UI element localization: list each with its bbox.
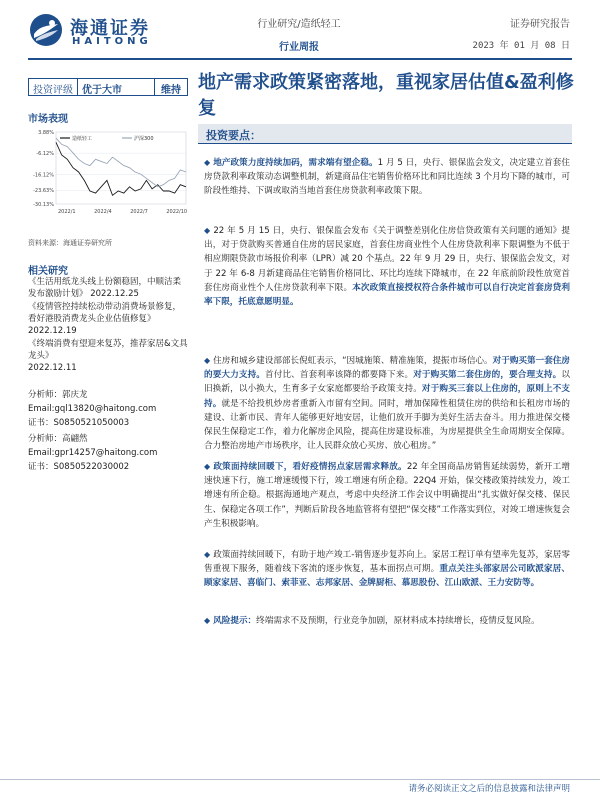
paragraph-tail: 本次政策直接授权符合条件城市可以自行决定首套房贷利率下限，托底意愿明显。 [204,282,570,308]
analyst-name: 分析师：郭庆龙 [28,390,88,400]
key-point-paragraph [204,354,570,453]
x-tick-label: 2022/7 [130,209,148,215]
paragraph-lead: 风险提示： [213,616,257,626]
key-point-paragraph [204,548,570,591]
y-tick-label: -16.12% [33,172,54,179]
report-header [0,0,600,62]
paragraph-body: 政策面持续回暖下，有助于地产竣工-销售逐步复苏向上。家居工程订单有望率先复苏，家居零售重视下服务，随着线下客流的逐步恢复，基本面拐点可期。 [204,550,570,575]
rating-value: 优于大市 [78,79,155,95]
report-series: 证券研究报告 [510,19,570,30]
key-points-header [198,124,572,144]
key-point-paragraph [204,156,570,199]
analyst-card [28,388,156,430]
bullet-icon: ◆ [204,550,211,559]
paragraph-body: 以旧换新，以小换大，生育多子女家庭都要给予政策支持。 [204,370,570,395]
y-tick-label: -6.12% [36,151,54,158]
series-line [56,138,186,187]
analyst-name: 分析师：高翩然 [28,434,88,444]
report-title: 地产需求政策紧密落地，重视家居估值&盈利修复 [198,72,574,119]
x-tick-label: 2022/1 [58,209,76,215]
paragraph-highlight: 对于购买第一套住房的要大力支持。 [204,356,570,381]
paragraph-tail: 重点关注头部家居公司欧派家居、顾家家居、喜临门、索菲亚、志邦家居、金牌厨柜、慕思股份、江山欧派、王力安防等。 [204,564,570,589]
key-points-heading: 投资要点： [206,129,261,142]
analyst-email[interactable]: Email:gpr14257@haitong.com [28,448,158,458]
rating-label: 投资评级 [29,79,78,95]
paragraph-body: 1 月 5 日，央行、银保监会发文，决定建立首套住房贷款利率政策动态调整机制，新建商品住宅销售价格环比和同比连续 3 个月均下降的城市，可阶段性维持、下调或取消当地首套住房贷款利率政策下限。 [204,158,570,197]
y-tick-label: 3.88% [38,130,54,136]
related-item[interactable] [28,276,188,300]
plot-area [56,132,186,204]
analyst-cert: 证书：S0850521050003 [28,418,130,428]
paragraph-body: 首付比、首套利率该降的都要降下来。 [265,370,414,381]
paragraph-body: 终端需求不及预期，行业竞争加剧，原材料成本持续增长，疫情反复风险。 [256,616,540,626]
related-item-title: 《生活用纸龙头线上份额稳固，中顺洁柔发布激励计划》 [28,277,182,299]
chart-source: 资料来源：海通证券研究所 [28,239,112,247]
analyst-cert: 证书：S0850522030002 [28,462,130,472]
bullet-icon: ◆ [204,462,211,471]
report-date: 2023 年 01 月 08 日 [472,41,570,51]
report-category: 行业研究/造纸轻工 [257,19,341,30]
y-tick-label: -23.63% [33,188,54,195]
bullet-icon: ◆ [204,616,211,625]
paragraph-body: 22 年全国商品房销售延续弱势，新开工增速快速下行，施工增速缓慢下行，竣工增速有所企稳。22Q4 开始，保交楼政策持续发力，竣工增速有所企稳。根据海通地产观点，考虑中央经济工作会议中明确提出“扎实做好保交楼、保民生、保稳定各项工作”，判断后阶段各地监管将有望把“保交楼”工作落实到位，对竣工增速恢复会产生积极影响。 [204,462,570,529]
bullet-icon: ◆ [204,226,211,235]
series-line [56,142,186,195]
key-point-paragraph [204,224,570,309]
report-type: 行业周报 [279,42,319,53]
related-item-title: 《疫情管控持续松动带动消费场景修复，看好港股消费龙头企业估值修复》 [28,302,182,324]
related-item[interactable] [28,338,188,374]
paragraph-highlight: 对于购买三套以上住房的，原则上不支持。 [204,384,570,409]
footer-disclaimer: 请务必阅读正文之后的信息披露和法律声明 [408,784,570,794]
paragraph-lead: 政策面持续回暖下，看好疫情拐点家居需求释放。 [213,462,407,472]
rating-status: 维持 [161,85,181,96]
paragraph-highlight: 对于购买第二套住房的，要合理支持。 [413,370,562,381]
paragraph-body: 住房和城乡建设部部长倪虹表示，“因城施策、精准施策，提振市场信心。 [213,356,493,366]
market-heading: 市场表现 [28,114,68,125]
market-performance-chart [28,128,190,216]
related-item-date: 2022.12.19 [28,326,77,336]
bullet-icon: ◆ [204,158,211,167]
bullet-icon: ◆ [204,356,211,365]
related-item-date: 2022.12.11 [28,363,77,373]
key-point-paragraph [204,460,570,531]
report-meta-block [473,15,570,51]
legend-label: 造纸轻工 [72,136,93,142]
related-item-title: 《终端消费有望迎来复苏，推荐家居&文具龙头》 [28,339,188,361]
x-tick-label: 2022/4 [94,209,112,215]
y-tick-label: -30.13% [33,202,54,208]
related-item-date: 2022.12.25 [90,289,139,299]
header-divider [28,58,572,60]
legend-label: 沪深300 [134,136,154,142]
haitong-logo [28,12,168,48]
footer-divider [0,779,600,780]
x-tick-label: 2022/10 [166,209,188,215]
analyst-card [28,432,157,474]
related-item[interactable] [28,301,188,337]
related-research-list [28,276,188,375]
paragraph-lead: 地产政策力度持续加码，需求端有望企稳。 [213,158,378,168]
paragraph-body: 22 年 5 月 15 日，央行、银保监会发布《关于调整差别化住房信贷政策有关问题的通知》提出，对于贷款购买普通自住房的居民家庭，首套住房商业性个人住房贷款利率下限调整为不低于相应期限贷款市场报价利率（LPR）减 20 个基点。22 年 9 月 29 日，央行、银保监会发文，对于 22 年 6-8 月新建商品住宅销售价格同比、环比均连续下降城市，在 22 年底前阶段性放宽首套住房商业性个人住房贷款利率下限。 [204,226,570,293]
haitong-emblem-icon [28,12,64,48]
investment-rating-box [28,78,188,96]
logo-chinese-name: 海通证券 [70,18,150,39]
key-point-paragraph [204,614,570,628]
analyst-email[interactable]: Email:gql13820@haitong.com [28,404,157,414]
logo-english-name: HAITONG [72,36,152,47]
report-category-block [234,15,364,53]
paragraph-body: 就是不给投机炒房者重新入市留有空间。同时，增加保障性租赁住房的供给和长租房市场的建设、让新市民、青年人能够更好地安居，让他们放开手脚为美好生活去奋斗。用力推进保交楼保民生保稳定工作，着力化解房企风险，提高住房建设标准，为房屋提供全生命周期安全保障。合力整治房地产市场秩序，让人民群众放心买房、放心租房。” [204,398,570,452]
related-heading: 相关研究 [28,266,68,277]
